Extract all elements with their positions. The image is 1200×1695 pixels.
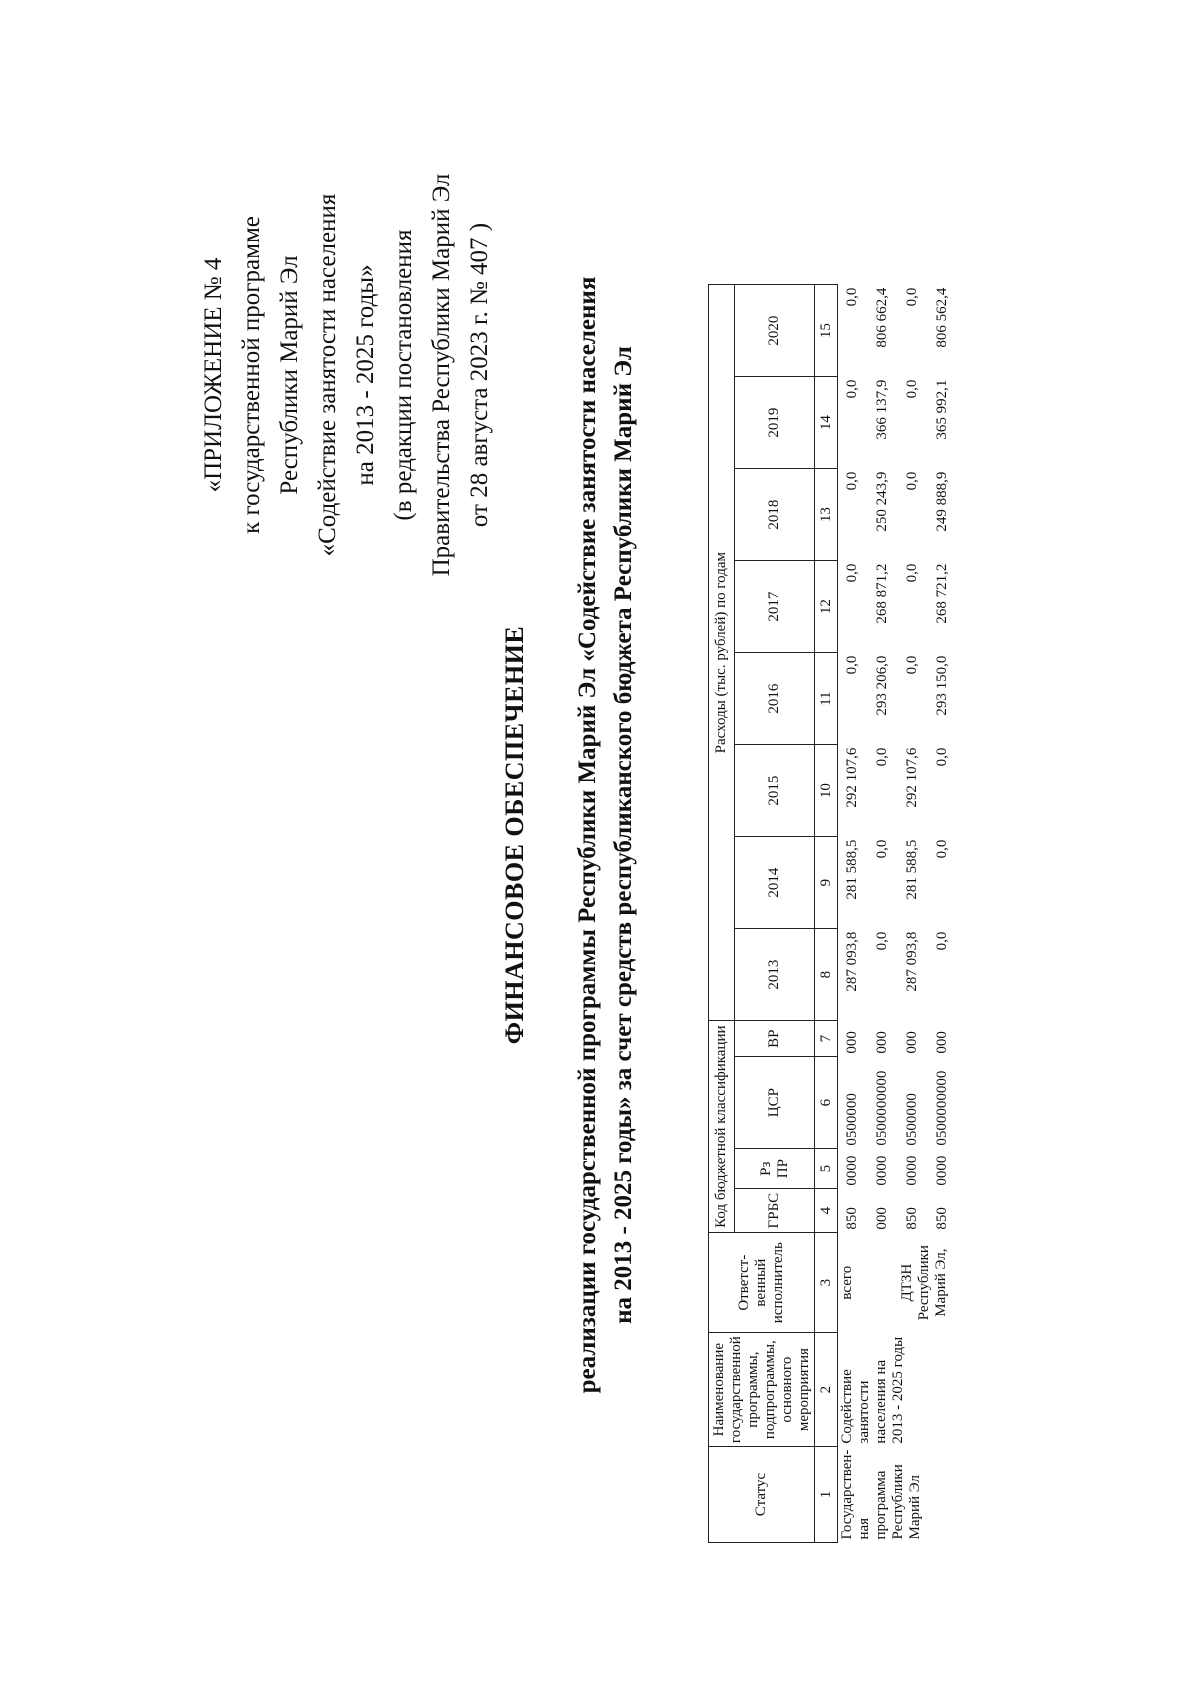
column-number: 5: [815, 1149, 838, 1189]
value-cell: 365 992,1: [934, 379, 950, 440]
grbs-cell: 850: [844, 1207, 861, 1230]
title-block: [500, 155, 642, 1515]
executor-cell: всего: [839, 1265, 855, 1300]
financing-table: [708, 284, 958, 1543]
value-cell: 0,0: [904, 287, 920, 307]
appendix-line: «Содействие занятости населения: [314, 193, 341, 557]
column-number: 1: [815, 1447, 838, 1543]
column-number: 15: [815, 285, 838, 377]
column-number: 4: [815, 1189, 838, 1233]
vr-cell: 000: [874, 1031, 890, 1054]
value-cell: 0,0: [844, 655, 861, 675]
header-year: 2014: [735, 837, 815, 929]
value-cell: 0,0: [934, 839, 950, 859]
header-year: 2019: [735, 377, 815, 469]
value-cell: 0,0: [874, 931, 890, 951]
value-cell: 292 107,6: [904, 747, 920, 808]
appendix-line: на 2013 - 2025 годы»: [352, 264, 379, 486]
appendix-line: Правительства Республики Марий Эл: [428, 173, 455, 577]
grbs-cell: 850: [904, 1207, 920, 1230]
value-cell: 293 150,0: [934, 655, 950, 716]
value-cell: 250 243,9: [874, 471, 890, 532]
vr-cell: 000: [844, 1031, 861, 1054]
value-cell: 287 093,8: [844, 931, 861, 992]
status-cell: Государствен-ная программа Республики Марий Эл: [839, 1449, 923, 1540]
value-cell: 0,0: [874, 839, 890, 859]
value-cell: 0,0: [844, 471, 861, 491]
appendix-line: к государственной программе: [238, 216, 265, 534]
column-number: 11: [815, 653, 838, 745]
column-number: 3: [815, 1233, 838, 1333]
appendix-line: Республики Марий Эл: [276, 255, 303, 495]
column-number: 14: [815, 377, 838, 469]
value-cell: 292 107,6: [844, 747, 861, 808]
value-cell: 281 588,5: [844, 839, 861, 900]
document-subtitle-line: на 2013 - 2025 годы» за счет средств республиканского бюджета Республики Марий Эл: [610, 346, 637, 1324]
value-cell: 287 093,8: [904, 931, 920, 992]
appendix-line: «ПРИЛОЖЕНИЕ № 4: [200, 257, 227, 493]
value-cell: 806 662,4: [874, 287, 890, 348]
column-number: 12: [815, 561, 838, 653]
rzpr-cell: 0000: [934, 1155, 950, 1186]
value-cell: 0,0: [844, 379, 861, 399]
column-number: 13: [815, 469, 838, 561]
header-rzpr: Рз ПР: [735, 1149, 815, 1189]
value-cell: 268 721,2: [934, 563, 950, 624]
header-year: 2013: [735, 929, 815, 1021]
header-year: 2016: [735, 653, 815, 745]
value-cell: 281 588,5: [904, 839, 920, 900]
value-cell: 806 562,4: [934, 287, 950, 348]
value-cell: 366 137,9: [874, 379, 890, 440]
value-cell: 293 206,0: [874, 655, 890, 716]
value-cell: 0,0: [844, 287, 861, 307]
header-name: Наименование государственной программы, подпрограммы, основного мероприятия: [709, 1333, 815, 1447]
column-number: 9: [815, 837, 838, 929]
header-year: 2017: [735, 561, 815, 653]
appendix-line: (в редакции постановления: [390, 229, 417, 521]
header-expenses-group: Расходы (тыс. рублей) по годам: [709, 285, 735, 1021]
header-year: 2018: [735, 469, 815, 561]
value-cell: 0,0: [934, 747, 950, 767]
grbs-cell: 850: [934, 1207, 950, 1230]
table-row: [838, 285, 868, 1543]
value-cell: 0,0: [934, 931, 950, 951]
column-number: 7: [815, 1021, 838, 1057]
header-code-group: Код бюджетной классификации: [709, 1021, 735, 1233]
document-title: ФИНАНСОВОЕ ОБЕСПЕЧЕНИЕ: [500, 625, 529, 1045]
header-csr: ЦСР: [735, 1057, 815, 1149]
csr-cell: 0500000000: [874, 1070, 890, 1146]
executor-cell: [868, 1233, 898, 1333]
csr-cell: 0500000000: [934, 1070, 950, 1146]
header-executor: Ответст-венный исполнитель: [709, 1233, 815, 1333]
column-number: 8: [815, 929, 838, 1021]
grbs-cell: 000: [874, 1207, 890, 1230]
value-cell: 249 888,9: [934, 471, 950, 532]
vr-cell: 000: [904, 1031, 920, 1054]
value-cell: 0,0: [904, 655, 920, 675]
column-number: 2: [815, 1333, 838, 1447]
header-year: 2020: [735, 285, 815, 377]
appendix-note: [195, 115, 499, 635]
executor-cell: ДТЗН Республики Марий Эл,: [898, 1245, 949, 1321]
column-number: 6: [815, 1057, 838, 1149]
header-vr: ВР: [735, 1021, 815, 1057]
rzpr-cell: 0000: [844, 1155, 861, 1186]
csr-cell: 0500000: [844, 1093, 861, 1146]
rzpr-cell: 0000: [874, 1155, 890, 1186]
value-cell: 0,0: [904, 379, 920, 399]
vr-cell: 000: [934, 1031, 950, 1054]
csr-cell: 0500000: [904, 1093, 920, 1146]
appendix-line: от 28 августа 2023 г. № 407 ): [466, 222, 493, 528]
value-cell: 268 871,2: [874, 563, 890, 624]
column-number: 10: [815, 745, 838, 837]
value-cell: 0,0: [904, 471, 920, 491]
value-cell: 0,0: [844, 563, 861, 583]
value-cell: 0,0: [904, 563, 920, 583]
header-year: 2015: [735, 745, 815, 837]
program-name-cell: Содействие занятости населения на 2013 - 2025 годы: [839, 1336, 906, 1444]
header-status: Статус: [709, 1447, 815, 1543]
header-grbs: ГРБС: [735, 1189, 815, 1233]
document-subtitle-line: реализации государственной программы Республики Марий Эл «Содействие занятости населения: [574, 276, 601, 1394]
value-cell: 0,0: [874, 747, 890, 767]
rzpr-cell: 0000: [904, 1155, 920, 1186]
